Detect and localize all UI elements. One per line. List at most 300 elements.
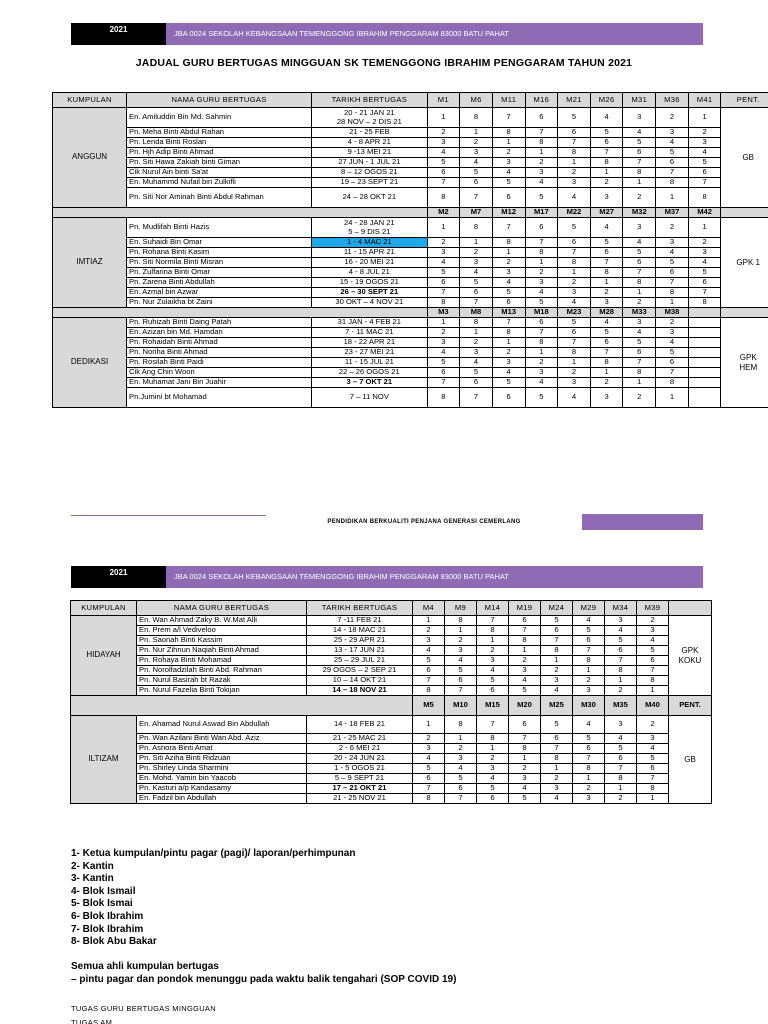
teacher-name: En. Suhaidi Bin Omar <box>127 238 312 248</box>
supervisor: GPK HEM <box>721 318 768 408</box>
subheader-cell: M40 <box>637 696 669 716</box>
post-number: 5 <box>509 794 541 804</box>
supervisor: GPK 1 <box>721 218 768 308</box>
post-number: 7 <box>460 298 493 308</box>
post-number: 7 <box>590 258 623 268</box>
post-number: 2 <box>656 108 689 128</box>
post-number: 4 <box>637 636 669 646</box>
post-number: 8 <box>477 734 509 744</box>
table-row <box>71 666 712 676</box>
motto-text: PENDIDIKAN BERKUALITI PENJANA GENERASI CEMERLANG <box>327 519 521 525</box>
post-number: 1 <box>573 666 605 676</box>
post-number: 2 <box>623 188 656 208</box>
post-number: 6 <box>445 676 477 686</box>
post-number: 8 <box>637 676 669 686</box>
column-header: NAMA GURU BERTUGAS <box>127 93 312 108</box>
teacher-name: En. Amiluddin Bin Md. Sahmin <box>127 108 312 128</box>
subheader-cell: M42 <box>688 208 721 218</box>
post-number: 2 <box>688 128 721 138</box>
tugas-line-1: TUGAS GURU BERTUGAS MINGGUAN <box>71 1004 216 1013</box>
post-number: 7 <box>541 744 573 754</box>
post-number: 4 <box>445 656 477 666</box>
column-header: M6 <box>460 93 493 108</box>
post-number: 6 <box>492 298 525 308</box>
teacher-name: Pn. Lenda Binti Roslan <box>127 138 312 148</box>
duty-date: 3 – 7 OKT 21 <box>312 378 427 388</box>
duty-date: 24 – 28 OKT 21 <box>312 188 427 208</box>
post-number: 6 <box>525 218 558 238</box>
post-number: 7 <box>623 268 656 278</box>
post-number: 7 <box>573 646 605 656</box>
duty-notes-list <box>71 848 355 949</box>
post-number: 7 <box>492 318 525 328</box>
post-number: 3 <box>492 268 525 278</box>
post-number: 6 <box>460 288 493 298</box>
subheader-cell: M37 <box>656 208 689 218</box>
post-number: 5 <box>605 744 637 754</box>
post-number: 7 <box>460 188 493 208</box>
duty-note: 7- Blok Ibrahim <box>71 923 144 935</box>
post-number: 4 <box>492 168 525 178</box>
post-number: 8 <box>492 128 525 138</box>
post-number: 6 <box>541 626 573 636</box>
duty-note: 5- Blok Ismai <box>71 898 133 910</box>
post-number: 7 <box>656 278 689 288</box>
post-number: 5 <box>573 734 605 744</box>
post-number: 7 <box>509 734 541 744</box>
table-row <box>53 158 768 168</box>
post-number: 2 <box>525 358 558 368</box>
post-number: 4 <box>477 666 509 676</box>
duty-date: 18 - 22 APR 21 <box>312 338 427 348</box>
post-number: 1 <box>492 248 525 258</box>
teacher-name: Pn. Wan Azilani Binti Wan Abd. Aziz <box>137 734 307 744</box>
column-header: M39 <box>637 601 669 616</box>
post-number: 5 <box>477 676 509 686</box>
post-number: 4 <box>525 288 558 298</box>
subheader-cell: M12 <box>492 208 525 218</box>
teacher-name: En. Fadzil bin Abdullah <box>137 794 307 804</box>
post-number <box>688 348 721 358</box>
post-number: 2 <box>605 794 637 804</box>
subheader-blank <box>53 208 428 218</box>
post-number: 3 <box>413 636 445 646</box>
teacher-name: Pn. Nur Zulaikha bt Zaini <box>127 298 312 308</box>
post-number: 2 <box>525 158 558 168</box>
teacher-name: Pn.Jumini bt Mohamad <box>127 388 312 408</box>
post-number: 6 <box>590 248 623 258</box>
teacher-name: Pn. Noriha Binti Ahmad <box>127 348 312 358</box>
post-number: 5 <box>525 188 558 208</box>
table-row <box>53 378 768 388</box>
post-number: 3 <box>445 646 477 656</box>
subheader-row <box>53 208 768 218</box>
subheader-blank <box>721 208 768 218</box>
post-number: 2 <box>541 774 573 784</box>
column-header: TARIKH BERTUGAS <box>307 601 413 616</box>
post-number: 2 <box>413 734 445 744</box>
post-number: 8 <box>656 178 689 188</box>
post-number: 3 <box>558 178 591 188</box>
post-number: 8 <box>460 218 493 238</box>
post-number: 2 <box>590 378 623 388</box>
table-row <box>53 368 768 378</box>
subheader-cell: M3 <box>427 308 460 318</box>
post-number: 2 <box>558 368 591 378</box>
post-number: 6 <box>558 128 591 138</box>
post-number: 4 <box>427 258 460 268</box>
table-row <box>71 646 712 656</box>
post-number: 4 <box>413 754 445 764</box>
post-number: 5 <box>445 774 477 784</box>
post-number: 1 <box>590 278 623 288</box>
post-number: 7 <box>477 716 509 734</box>
post-number: 5 <box>525 298 558 308</box>
post-number: 8 <box>427 298 460 308</box>
teacher-name: En. Wan Ahmad Zaky B. W.Mat Alli <box>137 616 307 626</box>
post-number: 2 <box>688 238 721 248</box>
post-number <box>688 338 721 348</box>
post-number: 7 <box>637 666 669 676</box>
post-number: 3 <box>573 686 605 696</box>
post-number: 2 <box>541 666 573 676</box>
post-number: 6 <box>558 238 591 248</box>
subheader-cell: M30 <box>573 696 605 716</box>
post-number: 4 <box>558 188 591 208</box>
column-header: M21 <box>558 93 591 108</box>
table-row <box>71 754 712 764</box>
subheader-cell: M35 <box>605 696 637 716</box>
table-row <box>53 318 768 328</box>
teacher-name: Pn. Nurul Fazelia Binti Tokijan <box>137 686 307 696</box>
subheader-cell: M18 <box>525 308 558 318</box>
post-number: 1 <box>590 368 623 378</box>
post-number: 1 <box>688 108 721 128</box>
table-row <box>71 734 712 744</box>
column-header: M1 <box>427 93 460 108</box>
teacher-name: Pn. Ruhizah Binti Daing Patah <box>127 318 312 328</box>
post-number: 2 <box>413 626 445 636</box>
roster-table-2 <box>70 600 712 804</box>
subheader-row <box>53 308 768 318</box>
post-number: 6 <box>427 368 460 378</box>
post-number: 1 <box>460 128 493 138</box>
post-number: 5 <box>656 148 689 158</box>
post-number: 1 <box>656 388 689 408</box>
post-number: 3 <box>492 358 525 368</box>
post-number: 1 <box>509 646 541 656</box>
teacher-name: Pn. Rosilah Binti Paidi <box>127 358 312 368</box>
post-number: 6 <box>590 138 623 148</box>
post-number: 6 <box>413 774 445 784</box>
post-number: 5 <box>590 328 623 338</box>
duty-date: 29 OGOS – 2 SEP 21 <box>307 666 413 676</box>
post-number: 1 <box>637 794 669 804</box>
post-number: 8 <box>573 764 605 774</box>
post-number: 8 <box>590 268 623 278</box>
post-number: 7 <box>558 138 591 148</box>
post-number: 7 <box>525 128 558 138</box>
post-number: 1 <box>492 138 525 148</box>
post-number: 6 <box>623 348 656 358</box>
post-number: 7 <box>541 636 573 646</box>
motto-band <box>71 514 703 530</box>
teacher-name: Pn. Rohana Binti Kasim <box>127 248 312 258</box>
post-number: 1 <box>590 168 623 178</box>
post-number: 1 <box>637 686 669 696</box>
post-number: 3 <box>623 218 656 238</box>
teacher-name: Pn. Zarena Binti Abdullah <box>127 278 312 288</box>
duty-note: 3- Kantin <box>71 873 114 885</box>
post-number: 7 <box>509 626 541 636</box>
post-number: 8 <box>525 248 558 258</box>
table-row <box>53 188 768 208</box>
post-number: 6 <box>525 108 558 128</box>
post-number: 5 <box>637 754 669 764</box>
post-number: 2 <box>605 686 637 696</box>
school-header <box>71 23 703 45</box>
post-number: 6 <box>605 754 637 764</box>
post-number: 5 <box>623 248 656 258</box>
post-number: 8 <box>492 328 525 338</box>
teacher-name: Pn. Siti Hawa Zakiah binti Giman <box>127 158 312 168</box>
post-number: 2 <box>460 248 493 258</box>
post-number: 3 <box>541 784 573 794</box>
post-number: 4 <box>427 148 460 158</box>
post-number: 4 <box>477 774 509 784</box>
subheader-cell: M32 <box>623 208 656 218</box>
post-number: 7 <box>427 178 460 188</box>
subheader-cell <box>688 308 721 318</box>
post-number: 2 <box>427 238 460 248</box>
post-number: 2 <box>492 258 525 268</box>
header-school-name-2: JBA 0024 SEKOLAH KEBANGSAAN TEMENGGONG IBRAHIM PENGGARAM 83000 BATU PAHAT <box>166 566 703 588</box>
post-number <box>688 358 721 368</box>
subheader-cell: M13 <box>492 308 525 318</box>
post-number: 1 <box>525 258 558 268</box>
table-row <box>53 348 768 358</box>
post-number: 5 <box>427 268 460 278</box>
subheader-cell: M25 <box>541 696 573 716</box>
duty-date: 4 - 8 JUL 21 <box>312 268 427 278</box>
post-number <box>688 368 721 378</box>
group-name: DEDIKASI <box>53 318 127 408</box>
post-number: 7 <box>573 754 605 764</box>
post-number <box>688 328 721 338</box>
column-header: KUMPULAN <box>71 601 137 616</box>
post-number: 1 <box>427 218 460 238</box>
post-number: 6 <box>623 148 656 158</box>
post-number: 1 <box>413 616 445 626</box>
post-number: 5 <box>427 358 460 368</box>
subheader-cell: M2 <box>427 208 460 218</box>
duty-date: 7 -11 FEB 21 <box>307 616 413 626</box>
post-number: 1 <box>460 328 493 338</box>
post-number: 3 <box>525 278 558 288</box>
column-header: NAMA GURU BERTUGAS <box>137 601 307 616</box>
post-number: 8 <box>688 188 721 208</box>
teacher-name: Pn. Siti Normila Binti Misran <box>127 258 312 268</box>
post-number: 8 <box>541 646 573 656</box>
post-number: 5 <box>590 128 623 138</box>
post-number: 5 <box>605 636 637 646</box>
teacher-name: Pn. Saonah Binti Kassim <box>137 636 307 646</box>
post-number: 8 <box>541 754 573 764</box>
column-header: M36 <box>656 93 689 108</box>
post-number: 8 <box>509 636 541 646</box>
table-row <box>53 268 768 278</box>
table-row <box>53 358 768 368</box>
duty-note: 8- Blok Abu Bakar <box>71 936 157 948</box>
post-number: 4 <box>558 298 591 308</box>
post-number: 4 <box>573 616 605 626</box>
post-number: 5 <box>541 716 573 734</box>
teacher-name: Pn. Shirley Linda Sharmini <box>137 764 307 774</box>
sop-note <box>71 960 456 986</box>
post-number: 7 <box>445 794 477 804</box>
post-number: 2 <box>656 218 689 238</box>
post-number: 6 <box>492 188 525 208</box>
table-row <box>53 238 768 248</box>
post-number: 3 <box>445 754 477 764</box>
duty-date: 27 JUN - 1 JUL 21 <box>312 158 427 168</box>
post-number: 6 <box>541 734 573 744</box>
post-number <box>688 388 721 408</box>
post-number: 1 <box>492 338 525 348</box>
table-row <box>71 794 712 804</box>
post-number: 7 <box>525 328 558 338</box>
duty-date: 5 – 9 SEPT 21 <box>307 774 413 784</box>
post-number: 3 <box>525 168 558 178</box>
post-number: 4 <box>541 686 573 696</box>
group-name: ANGGUN <box>53 108 127 208</box>
subheader-cell: M8 <box>460 308 493 318</box>
post-number: 5 <box>558 218 591 238</box>
post-number: 6 <box>460 178 493 188</box>
duty-note: 1- Ketua kumpulan/pintu pagar (pagi)/ laporan/perhimpunan <box>71 848 356 859</box>
post-number: 8 <box>623 168 656 178</box>
table-row <box>53 108 768 128</box>
post-number: 6 <box>477 794 509 804</box>
teacher-name: Pn. Mudlifah Binti Hazis <box>127 218 312 238</box>
subheader-blank <box>71 696 413 716</box>
duty-date: 11 - 15 JUL 21 <box>312 358 427 368</box>
post-number: 6 <box>656 158 689 168</box>
post-number: 5 <box>656 348 689 358</box>
post-number: 8 <box>445 716 477 734</box>
roster-table-1 <box>52 92 768 408</box>
post-number: 4 <box>590 108 623 128</box>
table-row <box>53 388 768 408</box>
sop-line-2: – pintu pagar dan pondok menunggu pada waktu balik tengahari (SOP COVID 19) <box>71 974 457 985</box>
post-number: 4 <box>509 676 541 686</box>
post-number: 8 <box>623 368 656 378</box>
duty-date: 25 – 29 JUL 21 <box>307 656 413 666</box>
post-number: 7 <box>688 288 721 298</box>
header-year-2: 2021 <box>71 566 166 588</box>
teacher-name: Pn. Siti Aziha Binti Ridzuan <box>137 754 307 764</box>
post-number: 8 <box>656 378 689 388</box>
post-number: 7 <box>558 338 591 348</box>
post-number: 2 <box>492 148 525 158</box>
table-row <box>53 328 768 338</box>
post-number: 3 <box>558 288 591 298</box>
subheader-cell: M27 <box>590 208 623 218</box>
column-header: M41 <box>688 93 721 108</box>
duty-date: 24 - 28 JAN 21 5 – 9 DIS 21 <box>312 218 427 238</box>
column-header: KUMPULAN <box>53 93 127 108</box>
post-number: 3 <box>656 128 689 138</box>
post-number: 3 <box>590 188 623 208</box>
post-number: 4 <box>460 158 493 168</box>
post-number: 2 <box>590 178 623 188</box>
post-number: 4 <box>623 238 656 248</box>
table-row <box>71 626 712 636</box>
post-number: 6 <box>656 358 689 368</box>
table-row <box>71 716 712 734</box>
post-number: 7 <box>590 348 623 358</box>
post-number: 6 <box>590 338 623 348</box>
table-row <box>71 744 712 754</box>
post-number: 8 <box>558 258 591 268</box>
post-number: 4 <box>541 794 573 804</box>
post-number: 6 <box>445 784 477 794</box>
post-number: 7 <box>525 238 558 248</box>
table-row <box>53 248 768 258</box>
post-number: 4 <box>656 138 689 148</box>
duty-date: 1 - 5 OGOS 21 <box>307 764 413 774</box>
post-number: 4 <box>445 764 477 774</box>
duty-date: 20 - 21 JAN 21 28 NOV – 2 DIS 21 <box>312 108 427 128</box>
post-number: 7 <box>558 248 591 258</box>
duty-date: 9 -13 MEI 21 <box>312 148 427 158</box>
column-header: PENT. <box>721 93 768 108</box>
post-number: 8 <box>605 774 637 784</box>
post-number: 8 <box>637 784 669 794</box>
post-number: 7 <box>413 676 445 686</box>
subheader-cell: M7 <box>460 208 493 218</box>
post-number: 8 <box>460 318 493 328</box>
post-number: 5 <box>492 378 525 388</box>
post-number: 6 <box>558 328 591 338</box>
post-number: 1 <box>445 734 477 744</box>
post-number: 3 <box>460 348 493 358</box>
teacher-name: En. Azizan bin Md. Hamdan <box>127 328 312 338</box>
post-number: 6 <box>637 764 669 774</box>
post-number: 2 <box>525 268 558 278</box>
post-number: 3 <box>541 676 573 686</box>
post-number: 7 <box>477 616 509 626</box>
post-number: 4 <box>688 258 721 268</box>
post-number: 2 <box>460 138 493 148</box>
teacher-name: Pn. Asnora Binti Amat <box>137 744 307 754</box>
post-number: 5 <box>688 158 721 168</box>
post-number: 5 <box>413 656 445 666</box>
duty-note: 4- Blok Ismail <box>71 885 136 897</box>
post-number: 8 <box>656 288 689 298</box>
post-number: 1 <box>623 178 656 188</box>
tugas-line-2: TUGAS AM <box>71 1018 113 1024</box>
teacher-name: Pn. Norolfadzilah Binti Abd. Rahman <box>137 666 307 676</box>
column-header: M26 <box>590 93 623 108</box>
duty-date: 21 - 25 NOV 21 <box>307 794 413 804</box>
duty-date: 7 – 11 NOV <box>312 388 427 408</box>
post-number: 2 <box>427 328 460 338</box>
post-number: 6 <box>525 318 558 328</box>
column-header: M24 <box>541 601 573 616</box>
duty-date: 4 - 8 APR 21 <box>312 138 427 148</box>
post-number: 2 <box>558 278 591 288</box>
